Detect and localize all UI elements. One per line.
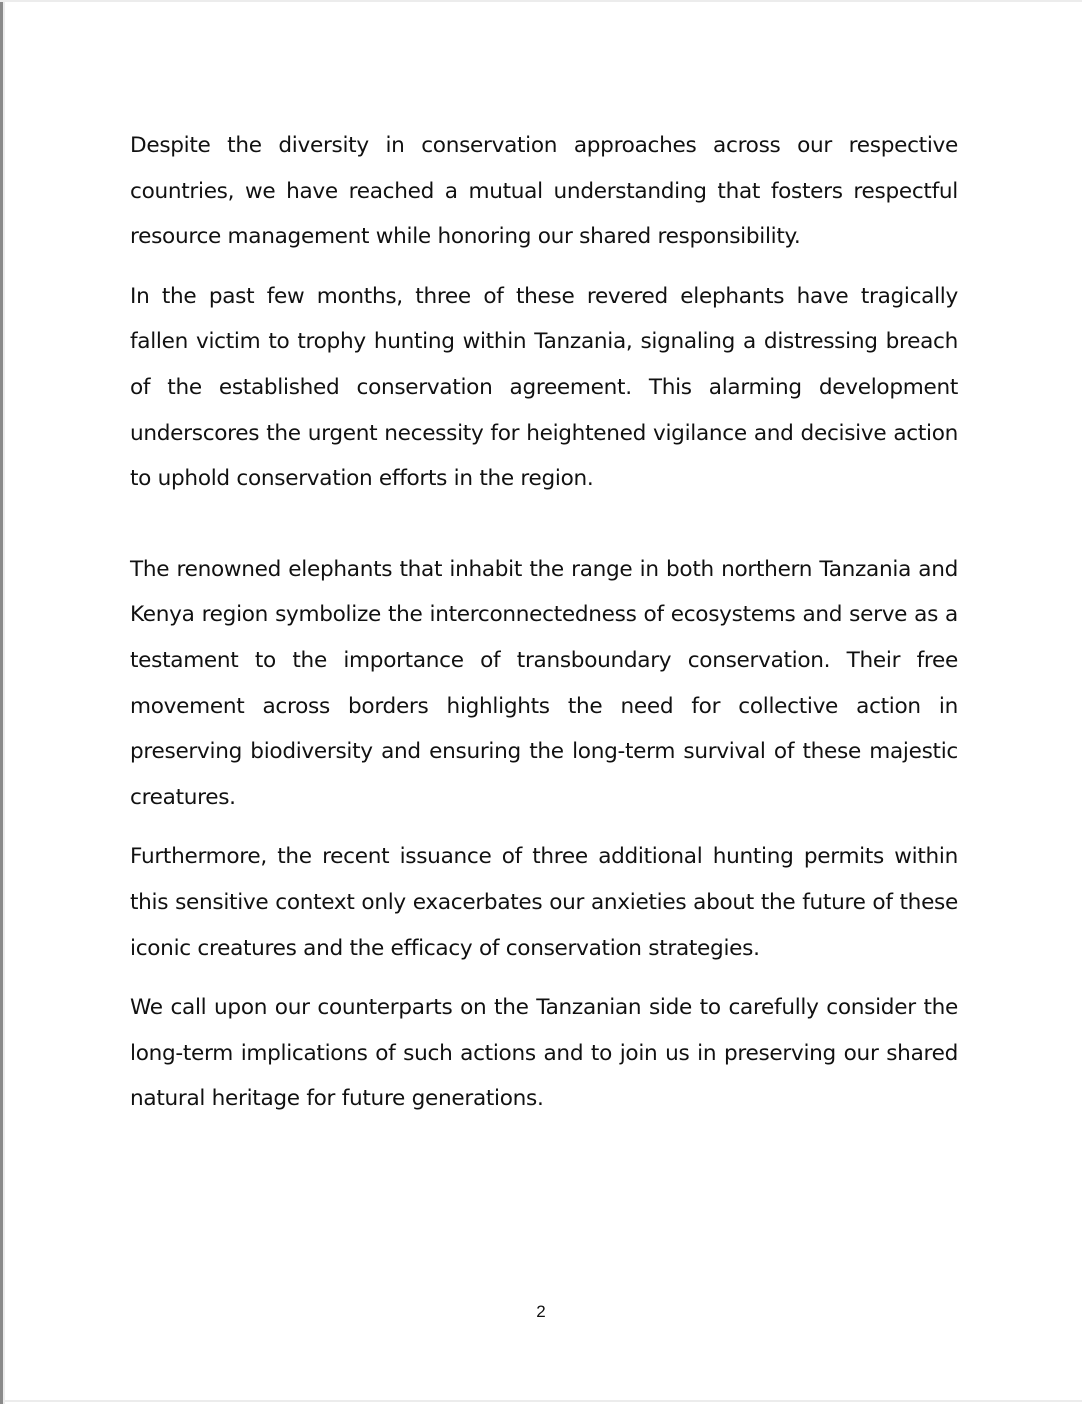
paragraph-spacer xyxy=(130,502,958,547)
paragraph-conservation-approaches: Despite the diversity in conservation approaches across our respective countries, we have reached a mutual understanding that fosters respectful resource management while honoring our shared responsibility. xyxy=(130,133,958,250)
paragraph-transboundary-conservation: The renowned elephants that inhabit the range in both northern Tanzania and Kenya region symbolize the interconnectedness of ecosystems and serve as a testament to the importance of transboundary conservation. Their free movement across borders highlights the need for collective action in preserving biodiversity and ensuring the long-term survival of these majestic creatures. xyxy=(130,556,958,810)
page-content xyxy=(130,123,958,1122)
paragraph-spacer xyxy=(130,260,958,274)
paragraph-elephants-hunted: In the past few months, three of these revered elephants have tragically fallen victim to trophy hunting within Tanzania, signaling a distressing breach of the established conservation agreement. This alarming development underscores the urgent necessity for heightened vigilance and decisive action to uphold conservation efforts in the region. xyxy=(130,283,958,492)
page-number: 2 xyxy=(536,1302,546,1321)
paragraph-spacer xyxy=(130,820,958,834)
paragraph-hunting-permits: Furthermore, the recent issuance of three additional hunting permits within this sensitive context only exacerbates our anxieties about the future of these iconic creatures and the efficacy of conservation strategies. xyxy=(130,844,958,961)
paragraph-call-to-action: We call upon our counterparts on the Tanzanian side to carefully consider the long-term implications of such actions and to join us in preserving our shared natural heritage for future generations. xyxy=(130,995,958,1112)
paragraph-spacer xyxy=(130,971,958,985)
page-left-edge-shadow xyxy=(3,2,5,1404)
